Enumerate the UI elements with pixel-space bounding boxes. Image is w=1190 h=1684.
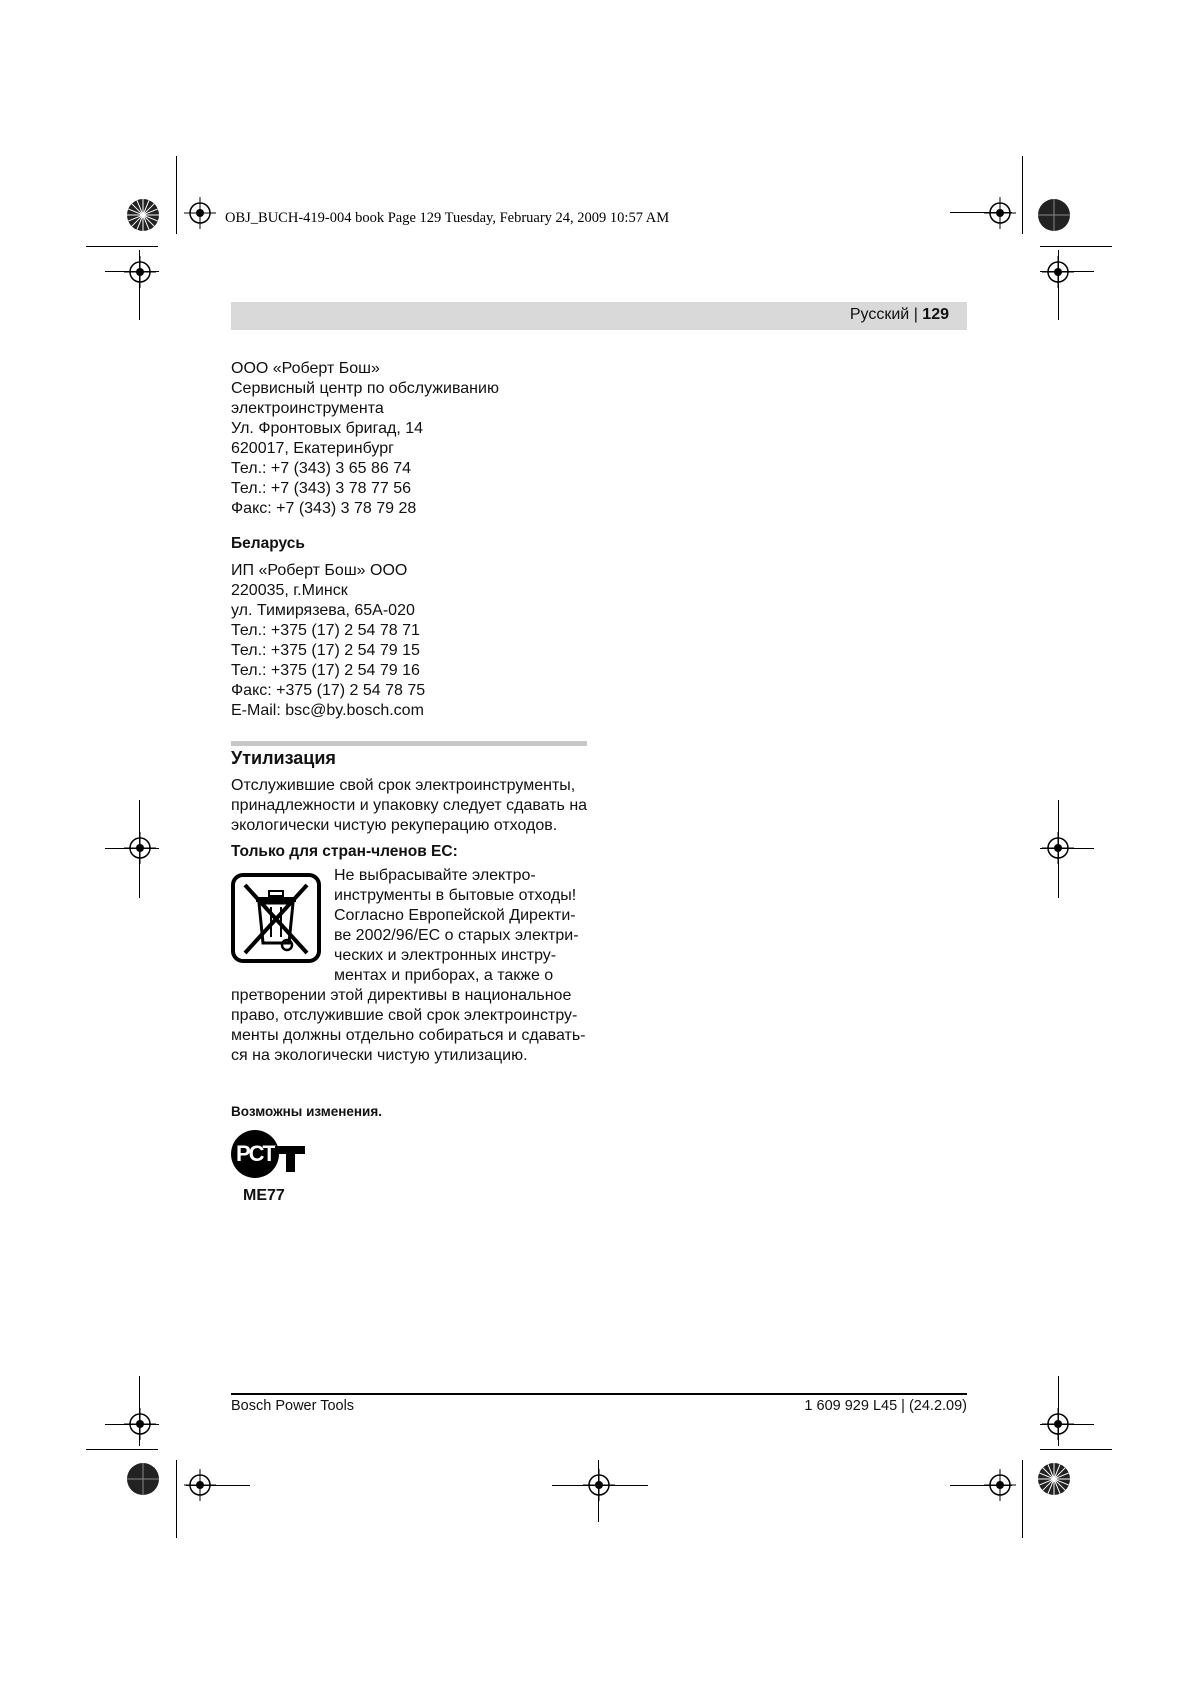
pct-mark-letters: PCT: [231, 1130, 279, 1178]
quadrant-target-icon: [126, 1462, 160, 1496]
running-header: [231, 302, 967, 330]
address-line: Тел.: +375 (17) 2 54 78 71: [231, 622, 420, 639]
text-line: менты должны отдельно собираться и сдавать-: [231, 1027, 586, 1044]
disposal-heading: Утилизация: [231, 748, 336, 768]
text-line: экологически чистую рекуперацию отходов.: [231, 817, 558, 834]
certification-code: МЕ77: [243, 1187, 285, 1204]
text-line: Отслужившие свой срок электроинструменты,: [231, 777, 576, 794]
address-line: ул. Тимирязева, 65А-020: [231, 602, 415, 619]
address-belarus: [231, 561, 587, 721]
pct-mark-stem: [286, 1146, 295, 1172]
registration-mark-icon: [1042, 1408, 1074, 1440]
address-line: 220035, г.Минск: [231, 582, 348, 599]
address-line: Тел.: +7 (343) 3 65 86 74: [231, 460, 412, 477]
address-ekaterinburg: [231, 359, 587, 519]
registration-mark-icon: [1042, 832, 1074, 864]
text-line: ся на экологически чистую утилизацию.: [231, 1047, 528, 1064]
quadrant-target-icon: [1037, 198, 1071, 232]
print-slug: OBJ_BUCH-419-004 book Page 129 Tuesday, February 24, 2009 10:57 AM: [225, 210, 670, 226]
text-line: ческих и электронных инстру-: [334, 947, 557, 964]
registration-mark-icon: [124, 1408, 156, 1440]
text-line: ментах и приборах, а также о: [334, 967, 554, 984]
footer-doc-number: 1 609 929 L45 | (24.2.09): [804, 1398, 967, 1414]
address-line: Сервисный центр по обслуживанию: [231, 380, 499, 397]
header-language: Русский: [849, 306, 910, 323]
belarus-heading: Беларусь: [231, 535, 305, 552]
registration-mark-icon: [583, 1469, 615, 1501]
text-line: Согласно Европейской Директи-: [334, 907, 576, 924]
registration-mark-icon: [1042, 256, 1074, 288]
address-line: ИП «Роберт Бош» ООО: [231, 562, 408, 579]
header-separator: |: [913, 306, 918, 323]
registration-mark-icon: [184, 197, 216, 229]
registration-mark-icon: [124, 256, 156, 288]
registration-mark-icon: [124, 832, 156, 864]
starburst-target-icon: [1037, 1462, 1071, 1496]
address-line: 620017, Екатеринбург: [231, 440, 394, 457]
starburst-target-icon: [126, 198, 160, 232]
text-line: принадлежности и упаковку следует сдавать на: [231, 797, 588, 814]
header-text: [850, 306, 949, 324]
text-line: ве 2002/96/ЕС о старых электри-: [334, 927, 579, 944]
address-line: электроинструмента: [231, 400, 384, 417]
registration-mark-icon: [984, 197, 1016, 229]
section-divider: [231, 741, 587, 746]
address-line: ООО «Роберт Бош»: [231, 360, 380, 377]
address-line: Тел.: +375 (17) 2 54 79 16: [231, 662, 420, 679]
changes-note: Возможны изменения.: [231, 1104, 382, 1119]
footer-brand: Bosch Power Tools: [231, 1398, 355, 1414]
crossed-wheelie-bin-icon: [231, 873, 321, 963]
address-line: Ул. Фронтовых бригад, 14: [231, 420, 424, 437]
address-line: Тел.: +375 (17) 2 54 79 15: [231, 642, 420, 659]
eu-text-beside-icon: [334, 866, 594, 986]
text-line: инструменты в бытовые отходы!: [334, 887, 577, 904]
page-number: 129: [922, 306, 949, 323]
text-line: претворении этой директивы в национальное: [231, 987, 572, 1004]
disposal-intro: [231, 776, 587, 836]
address-line: Факс: +7 (343) 3 78 79 28: [231, 500, 417, 517]
email-line: E-Mail: bsc@by.bosch.com: [231, 702, 424, 719]
eu-text-full: [231, 986, 611, 1066]
eu-heading: Только для стран-членов ЕС:: [231, 843, 458, 860]
text-line: право, отслужившие свой срок электроинстру-: [231, 1007, 578, 1024]
footer-rule: [231, 1393, 967, 1395]
address-line: Факс: +375 (17) 2 54 78 75: [231, 682, 426, 699]
certification-mark: [231, 1130, 311, 1182]
registration-mark-icon: [984, 1469, 1016, 1501]
text-line: Не выбрасывайте электро-: [334, 867, 536, 884]
registration-mark-icon: [184, 1469, 216, 1501]
address-line: Тел.: +7 (343) 3 78 77 56: [231, 480, 412, 497]
